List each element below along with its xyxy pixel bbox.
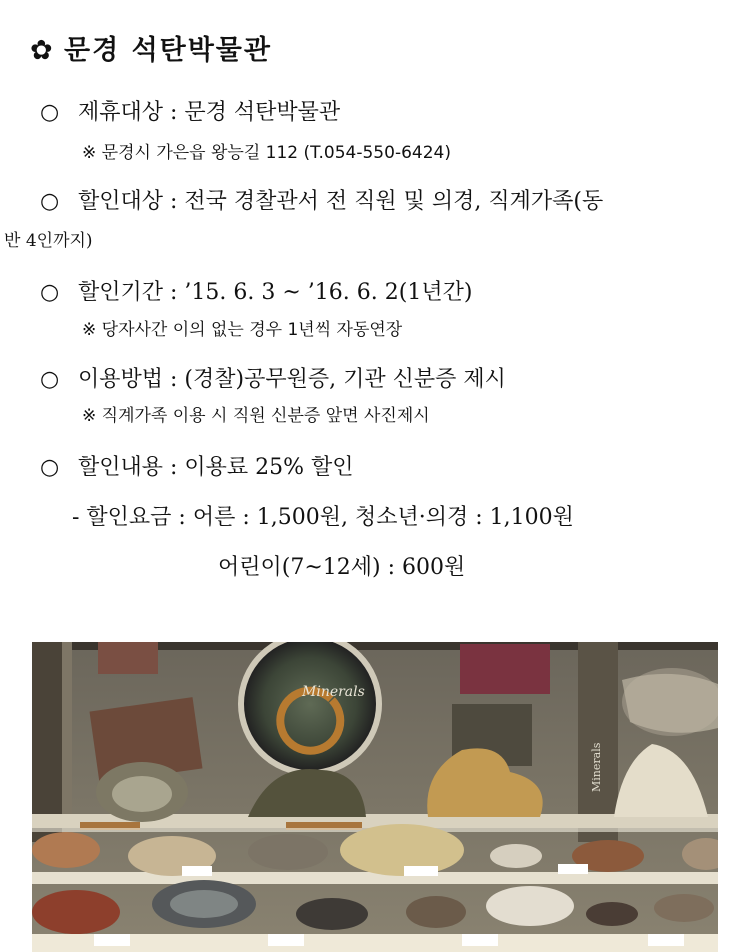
fee-line-2: 어린이(7~12세) : 600원 [218,555,466,580]
mineral-display-photo [32,642,718,952]
bullet-circle-icon: ○ [40,189,60,214]
item-period: ○ 할인기간 : ’15. 6. 3 ~ ’16. 6. 2(1년간) [40,280,473,305]
item-partner-note: ※ 문경시 가은읍 왕능길 112 (T.054-550-6424) [82,143,451,163]
photo-sign-text: Minerals [302,684,365,700]
page-title [30,28,272,67]
photo-illustration [32,642,718,952]
flower-icon: ✿ [30,35,55,66]
item-period-note: ※ 당자사간 이의 없는 경우 1년씩 자동연장 [82,320,403,340]
photo-side-sign: Minerals [590,742,603,792]
item-target: ○ 할인대상 : 전국 경찰관서 전 직원 및 의경, 직계가족(동 [40,189,604,214]
fee-line-1: - 할인요금 : 어른 : 1,500원, 청소년·의경 : 1,100원 [72,505,574,530]
item-target-cont: 반 4인까지) [4,231,93,251]
bullet-circle-icon: ○ [40,455,60,480]
item-method: ○ 이용방법 : (경찰)공무원증, 기관 신분증 제시 [40,367,506,392]
bullet-circle-icon: ○ [40,367,60,392]
item-content: ○ 할인내용 : 이용료 25% 할인 [40,455,354,480]
item-partner: ○ 제휴대상 : 문경 석탄박물관 [40,100,341,125]
bullet-circle-icon: ○ [40,280,60,305]
title-text: 문경 석탄박물관 [64,35,272,66]
bullet-circle-icon: ○ [40,100,60,125]
item-method-note: ※ 직계가족 이용 시 직원 신분증 앞면 사진제시 [82,406,430,426]
